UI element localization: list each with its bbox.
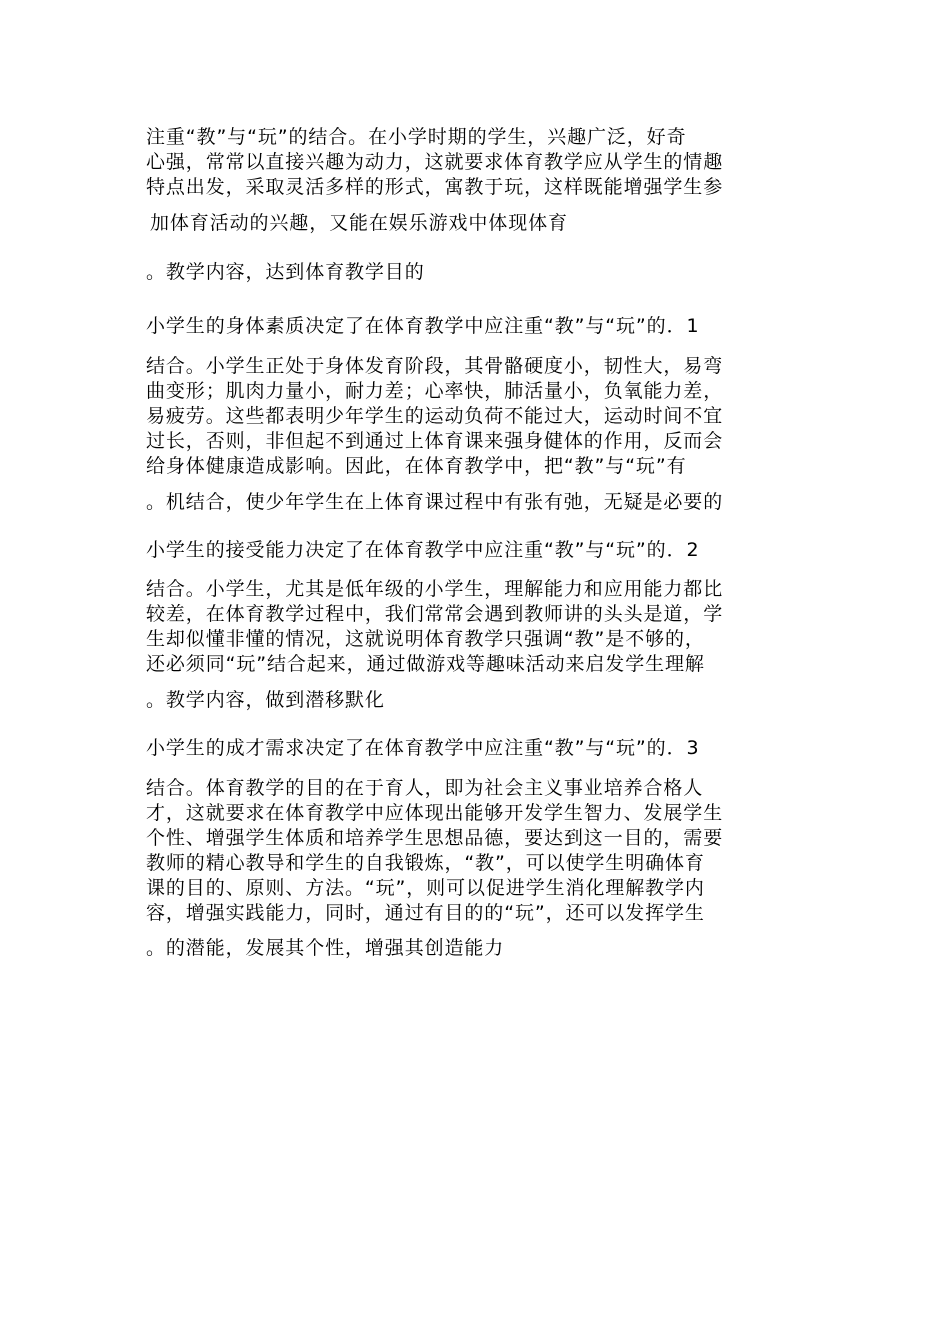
text-line: 课的目的、原则、方法。“玩”，则可以促进学生消化理解教学内 bbox=[146, 877, 705, 899]
text-line: 还必须同“玩”结合起来，通过做游戏等趣味活动来启发学生理解 bbox=[146, 653, 705, 675]
text-line: 教师的精心教导和学生的自我锻炼，“教”，可以使学生明确体育 bbox=[146, 852, 705, 874]
text-line: 。机结合，使少年学生在上体育课过程中有张有弛，无疑是必要的 bbox=[146, 491, 724, 513]
text-line: 生却似懂非懂的情况，这就说明体育教学只强调“教”是不够的， bbox=[146, 628, 705, 650]
text-line: 特点出发，采取灵活多样的形式，寓教于玩，这样既能增强学生参 bbox=[146, 176, 724, 198]
text-line: 。教学内容，达到体育教学目的 bbox=[146, 261, 425, 283]
text-line: 易疲劳。这些都表明少年学生的运动负荷不能过大，运动时间不宜 bbox=[146, 405, 724, 427]
text-line: 注重“教”与“玩”的结合。在小学时期的学生，兴趣广泛，好奇 bbox=[146, 126, 687, 148]
text-line: 较差，在体育教学过程中，我们常常会遇到教师讲的头头是道，学 bbox=[146, 603, 724, 625]
text-line: 才，这就要求在体育教学中应体现出能够开发学生智力、发展学生 bbox=[146, 802, 724, 824]
section-heading-1: 小学生的身体素质决定了在体育教学中应注重“教”与“玩”的．1 bbox=[146, 315, 700, 337]
section-heading-2: 小学生的接受能力决定了在体育教学中应注重“教”与“玩”的．2 bbox=[146, 539, 700, 561]
text-line: 。的潜能，发展其个性，增强其创造能力 bbox=[146, 937, 505, 959]
text-line: 心强，常常以直接兴趣为动力，这就要求体育教学应从学生的情趣 bbox=[146, 151, 724, 173]
text-line: 给身体健康造成影响。因此，在体育教学中，把“教”与“玩”有 bbox=[146, 455, 687, 477]
text-line: 个性、增强学生体质和培养学生思想品德，要达到这一目的，需要 bbox=[146, 827, 724, 849]
text-line: 结合。小学生正处于身体发育阶段，其骨骼硬度小，韧性大，易弯 bbox=[146, 355, 724, 377]
text-line: 曲变形；肌肉力量小，耐力差；心率快，肺活量小，负氧能力差， bbox=[146, 380, 724, 402]
text-line: 。教学内容，做到潜移默化 bbox=[146, 689, 385, 711]
text-line: 过长，否则，非但起不到通过上体育课来强身健体的作用，反而会 bbox=[146, 430, 724, 452]
text-line: 结合。体育教学的目的在于育人，即为社会主义事业培养合格人 bbox=[146, 777, 704, 799]
text-line: 结合。小学生，尤其是低年级的小学生，理解能力和应用能力都比 bbox=[146, 578, 724, 600]
text-line: 加体育活动的兴趣，又能在娱乐游戏中体现体育 bbox=[150, 212, 568, 234]
section-heading-3: 小学生的成才需求决定了在体育教学中应注重“教”与“玩”的．3 bbox=[146, 737, 700, 759]
text-line: 容，增强实践能力，同时，通过有目的的“玩”，还可以发挥学生 bbox=[146, 902, 705, 924]
